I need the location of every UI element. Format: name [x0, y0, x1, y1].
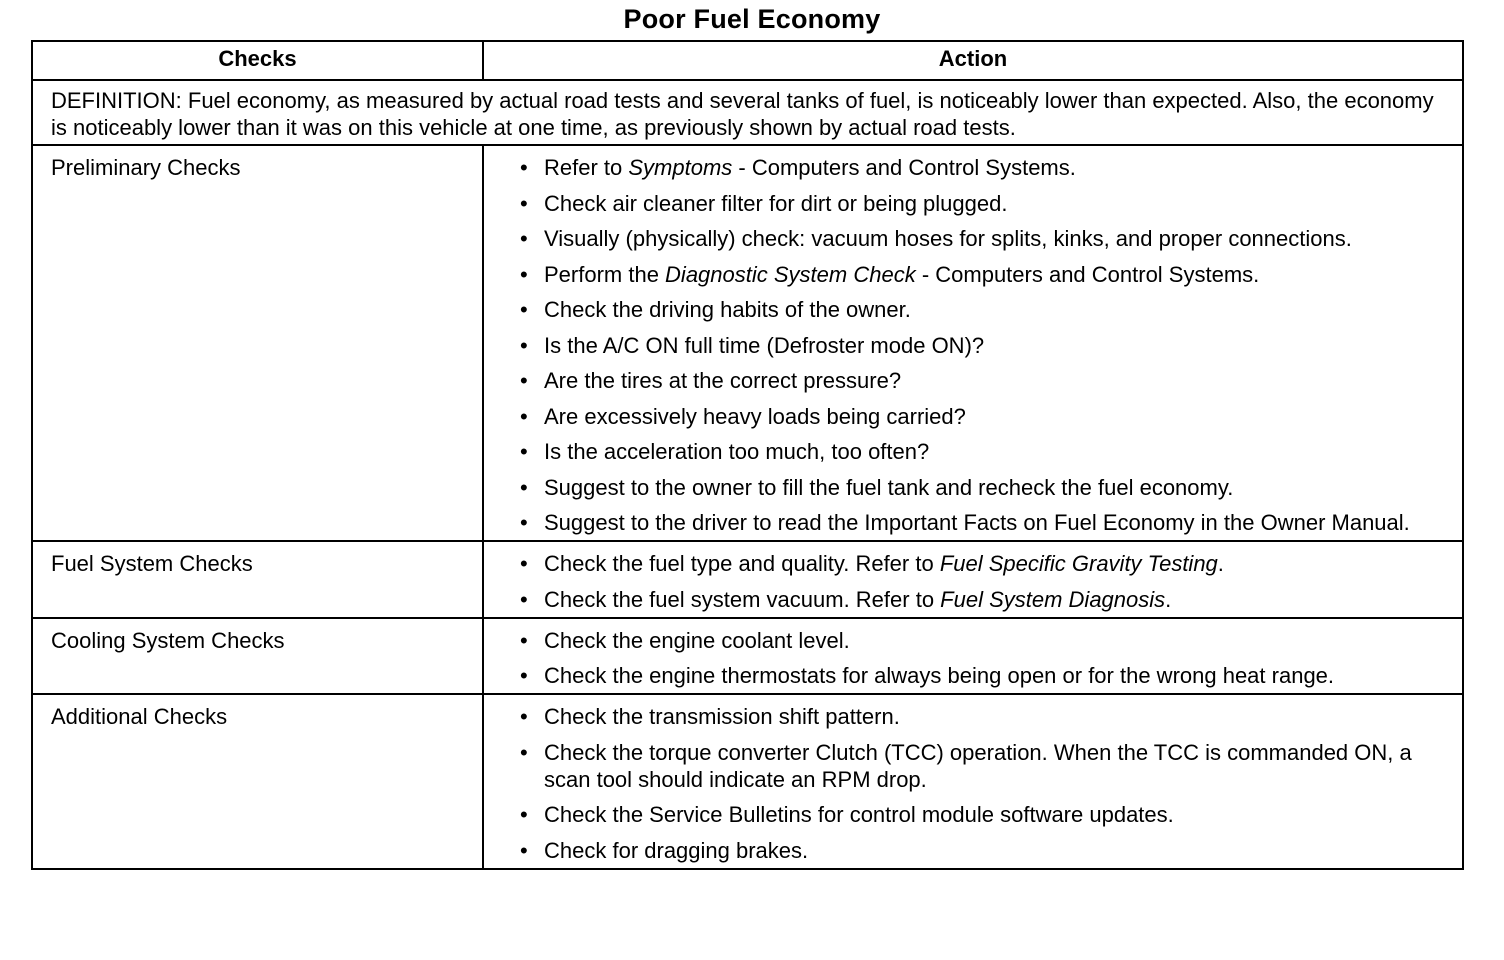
action-item — [520, 662, 1454, 689]
action-text: Refer to — [544, 155, 629, 180]
action-reference: Fuel System Diagnosis — [940, 586, 1166, 612]
action-text: Are the tires at the correct pressure? — [544, 368, 902, 393]
action-list — [520, 627, 1454, 690]
definition-text: DEFINITION: Fuel economy, as measured by actual road tests and several tanks of fuel, is noticeably lower than expected. Also, the economy is noticeably lower than it was on this vehicle at one time, as previously shown by actual road tests. — [32, 80, 1463, 145]
action-text: Check the fuel type and quality. Refer to — [544, 551, 940, 576]
checks-column-header: Checks — [32, 41, 483, 80]
action-item — [520, 332, 1454, 359]
action-text: Are excessively heavy loads being carried? — [544, 403, 966, 429]
page-title: Poor Fuel Economy — [623, 4, 881, 34]
action-text: Suggest to the owner to fill the fuel tank and recheck the fuel economy. — [544, 474, 1234, 500]
action-item — [520, 703, 1454, 730]
action-text: Check the fuel system vacuum. Refer to — [544, 586, 941, 612]
bullet-icon: • — [520, 474, 528, 500]
action-list — [520, 703, 1454, 864]
bullet-icon: • — [520, 551, 528, 576]
bullet-icon: • — [520, 297, 528, 322]
action-text-suffix: . — [1217, 551, 1224, 576]
action-list — [520, 550, 1454, 613]
action-text: Perform the — [544, 261, 666, 287]
check-category: Cooling System Checks — [32, 618, 483, 695]
action-text: Check the Service Bulletins for control module software updates. — [544, 802, 1174, 827]
bullet-icon: • — [520, 663, 528, 688]
check-category: Preliminary Checks — [32, 145, 483, 541]
bullet-icon: • — [520, 190, 528, 216]
action-text: Is the A/C ON full time (Defroster mode ON)? — [544, 332, 985, 358]
action-item — [520, 550, 1454, 577]
check-section-row — [32, 541, 1463, 618]
header-row — [32, 41, 1463, 80]
action-text: Check the torque converter Clutch (TCC) operation. When the TCC is commanded ON, a scan tool should indicate an RPM drop. — [544, 739, 1412, 792]
action-item — [520, 739, 1454, 793]
bullet-icon: • — [520, 403, 528, 429]
action-item — [520, 403, 1454, 430]
action-item — [520, 225, 1454, 252]
action-text: Suggest to the driver to read the Important Facts on Fuel Economy in the Owner Manual. — [544, 510, 1410, 535]
bullet-icon: • — [520, 837, 528, 863]
bullet-icon: • — [520, 155, 528, 180]
action-cell — [483, 618, 1463, 695]
action-text-suffix: - Computers and Control Systems. — [915, 261, 1260, 287]
action-text: Check the engine coolant level. — [544, 627, 850, 653]
bullet-icon: • — [520, 226, 528, 251]
bullet-icon: • — [520, 261, 528, 287]
check-category: Fuel System Checks — [32, 541, 483, 618]
bullet-icon: • — [520, 739, 528, 765]
bullet-icon: • — [520, 510, 528, 535]
check-section-row — [32, 618, 1463, 695]
action-reference: Diagnostic System Check — [665, 261, 916, 287]
action-column-header: Action — [483, 41, 1463, 80]
action-item — [520, 261, 1454, 288]
action-text: Check for dragging brakes. — [544, 837, 809, 863]
bullet-icon: • — [520, 368, 528, 393]
action-cell — [483, 541, 1463, 618]
action-reference: Fuel Specific Gravity Testing — [939, 551, 1218, 576]
bullet-icon: • — [520, 704, 528, 729]
action-item — [520, 438, 1454, 465]
action-item — [520, 474, 1454, 501]
action-text: Is the acceleration too much, too often? — [544, 439, 930, 464]
action-item — [520, 801, 1454, 828]
check-section-row — [32, 694, 1463, 869]
bullet-icon: • — [520, 802, 528, 827]
bullet-icon: • — [520, 586, 528, 612]
action-item — [520, 586, 1454, 613]
bullet-icon: • — [520, 627, 528, 653]
bullet-icon: • — [520, 439, 528, 464]
action-item — [520, 154, 1454, 181]
action-text-suffix: - Computers and Control Systems. — [732, 155, 1076, 180]
action-reference: Symptoms — [628, 155, 733, 180]
action-item — [520, 837, 1454, 864]
check-section-row — [32, 145, 1463, 541]
bullet-icon: • — [520, 332, 528, 358]
action-cell — [483, 145, 1463, 541]
action-list — [520, 154, 1454, 536]
action-item — [520, 296, 1454, 323]
action-text: Check the transmission shift pattern. — [544, 704, 900, 729]
action-text-suffix: . — [1165, 586, 1172, 612]
action-item — [520, 627, 1454, 654]
diagnosis-table — [31, 40, 1464, 870]
definition-row — [32, 80, 1463, 145]
action-text: Check the engine thermostats for always being open or for the wrong heat range. — [544, 663, 1335, 688]
action-item — [520, 367, 1454, 394]
action-text: Visually (physically) check: vacuum hoses for splits, kinks, and proper connections. — [544, 226, 1352, 251]
action-item — [520, 190, 1454, 217]
action-text: Check air cleaner filter for dirt or being plugged. — [544, 190, 1008, 216]
action-text: Check the driving habits of the owner. — [544, 297, 911, 322]
action-item — [520, 509, 1454, 536]
check-category: Additional Checks — [32, 694, 483, 869]
action-cell — [483, 694, 1463, 869]
